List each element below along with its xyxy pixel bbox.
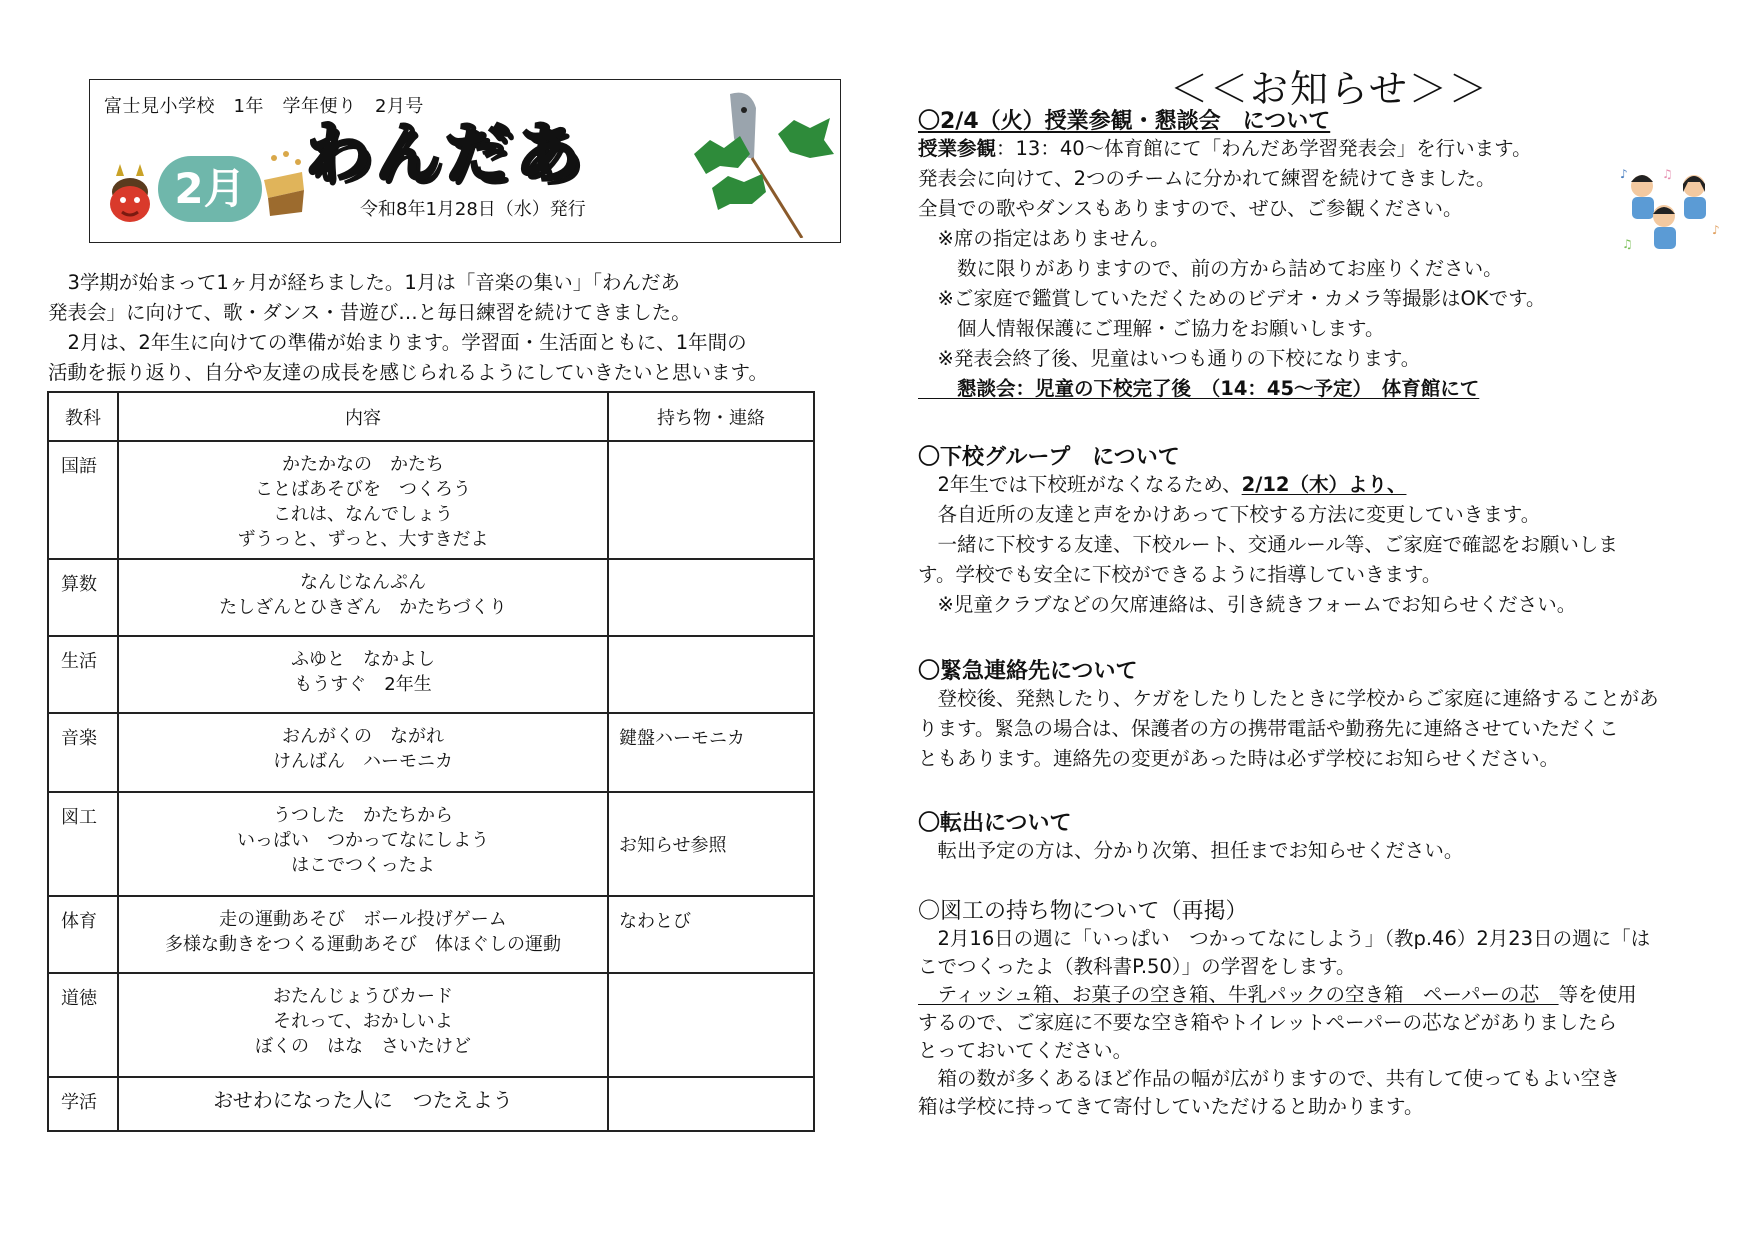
dancing-children-icon	[1612, 164, 1732, 260]
items-cell	[608, 559, 814, 636]
notice-line: とっておいてください。	[918, 1039, 1133, 1062]
date-highlight: 2/12（木）より、	[1241, 473, 1407, 496]
items-cell: なわとび	[608, 896, 814, 973]
items-cell	[608, 973, 814, 1077]
content-line: 多様な動きをつくる運動あそび 体ほぐしの運動	[165, 934, 561, 955]
notice-line: 発表会に向けて、2つのチームに分かれて練習を続けてきました。	[918, 167, 1496, 190]
intro-line: 3学期が始まって1ヶ月が経ちました。1月は「音楽の集い」「わんだあ	[48, 271, 680, 294]
setsubun-beans-icon	[258, 150, 308, 220]
section-heading-open-class: 〇2/4（火）授業参観・懇談会 について	[918, 109, 1331, 134]
content-line: おたんじょうびカード	[273, 986, 453, 1007]
subject-cell: 生活	[48, 636, 118, 713]
section-heading-transfer: 〇転出について	[918, 811, 1072, 836]
content-line: ふゆと なかよし	[291, 649, 435, 670]
items-cell	[608, 441, 814, 559]
table-row	[48, 792, 814, 896]
notice-line: 数に限りがありますので、前の方から詰めてお座りください。	[918, 257, 1503, 280]
newsletter-title: わんだあ	[305, 115, 585, 192]
notice-line: ※児童クラブなどの欠席連絡は、引き続きフォームでお知らせください。	[918, 593, 1577, 616]
table-row	[48, 559, 814, 636]
line-text: 等を使用	[1558, 983, 1637, 1006]
content-line: ぼくの はな さいたけど	[255, 1036, 471, 1057]
notice-line	[918, 134, 1532, 164]
hiiragi-iwashi-icon	[690, 88, 838, 238]
notice-line: す。学校でも安全に下校ができるように指導していきます。	[918, 563, 1442, 586]
school-line: 富士見小学校 1年 学年便り 2月号	[104, 96, 424, 117]
content-line: これは、なんでしょう	[273, 504, 453, 525]
content-cell	[118, 792, 608, 896]
section-heading-dismissal: 〇下校グループ について	[918, 445, 1180, 470]
content-cell	[118, 973, 608, 1077]
table-row	[48, 1077, 814, 1131]
subject-cell: 算数	[48, 559, 118, 636]
intro-line: 発表会」に向けて、歌・ダンス・昔遊び…と毎日練習を続けてきました。	[48, 301, 691, 324]
content-cell	[118, 1077, 608, 1131]
subject-cell: 体育	[48, 896, 118, 973]
items-cell: お知らせ参照	[608, 792, 814, 896]
content-line: おんがくの ながれ	[282, 726, 444, 747]
intro-line: 2月は、2年生に向けての準備が始まります。学習面・生活面ともに、1年間の	[48, 331, 747, 354]
subject-cell: 道徳	[48, 973, 118, 1077]
header-banner	[89, 79, 841, 243]
header-subject: 教科	[48, 392, 118, 441]
table-row	[48, 713, 814, 792]
items-cell	[608, 636, 814, 713]
content-cell	[118, 441, 608, 559]
notices-title: ＜＜お知らせ＞＞	[1170, 67, 1489, 111]
subject-cell: 図工	[48, 792, 118, 896]
content-line: おせわになった人に つたえよう	[213, 1088, 513, 1112]
content-line: ずうっと、ずっと、大すきだよ	[237, 529, 489, 550]
content-line: はこでつくったよ	[291, 855, 435, 876]
table-row	[48, 636, 814, 713]
table-row	[48, 973, 814, 1077]
notice-line: 一緒に下校する友達、下校ルート、交通ルール等、ご家庭で確認をお願いしま	[918, 533, 1618, 556]
content-line: けんばん ハーモニカ	[273, 751, 453, 772]
table-row	[48, 896, 814, 973]
subject-cell: 学活	[48, 1077, 118, 1131]
section-heading-art-supplies: 〇図工の持ち物について（再掲）	[918, 899, 1248, 924]
notice-line: ※席の指定はありません。	[918, 227, 1170, 250]
subject-cell: 国語	[48, 441, 118, 559]
content-line: うつした かたちから	[273, 805, 453, 826]
month-badge: 2月	[158, 156, 262, 222]
header-items: 持ち物・連絡	[608, 392, 814, 441]
oni-icon	[104, 162, 156, 224]
notice-line: 箱の数が多くあるほど作品の幅が広がりますので、共有して使ってもよい空き	[918, 1067, 1620, 1090]
notice-line: 転出予定の方は、分かり次第、担任までお知らせください。	[918, 839, 1464, 862]
supplies-list: ティッシュ箱、お菓子の空き箱、牛乳パックの空き箱 ペーパーの芯	[918, 983, 1559, 1006]
line-text: 2年生では下校班がなくなるため、	[918, 473, 1242, 496]
items-cell: 鍵盤ハーモニカ	[608, 713, 814, 792]
notice-line: 全員での歌やダンスもありますので、ぜひ、ご参観ください。	[918, 197, 1463, 220]
bold-label: 授業参観	[918, 137, 997, 160]
header-content: 内容	[118, 392, 608, 441]
notice-line	[918, 470, 1406, 500]
notice-line: するので、ご家庭に不要な空き箱やトイレットペーパーの芯などがありましたら	[918, 1011, 1618, 1034]
notice-line: ※発表会終了後、児童はいつも通りの下校になります。	[918, 347, 1421, 370]
content-line: もうすぐ 2年生	[294, 674, 432, 695]
svg-text:♫: ♫	[1622, 237, 1633, 251]
content-cell	[118, 636, 608, 713]
content-line: ことばあそびを つくろう	[255, 479, 471, 500]
notice-line-conference: 懇談会：児童の下校完了後 （14：45～予定） 体育館にて	[918, 377, 1480, 400]
svg-text:♪: ♪	[1620, 167, 1628, 181]
content-cell	[118, 713, 608, 792]
content-cell	[118, 896, 608, 973]
notice-line: 各自近所の友達と声をかけあって下校する方法に変更していきます。	[918, 503, 1541, 526]
content-cell	[118, 559, 608, 636]
content-line: なんじなんぷん	[300, 572, 426, 593]
notice-line	[918, 980, 1637, 1010]
section-heading-emergency: 〇緊急連絡先について	[918, 659, 1138, 684]
notice-line: ※ご家庭で鑑賞していただくためのビデオ・カメラ等撮影はOKです。	[918, 287, 1546, 310]
notice-line: 登校後、発熱したり、ケガをしたりしたときに学校からご家庭に連絡することがあ	[918, 687, 1659, 710]
notice-line: ります。緊急の場合は、保護者の方の携帯電話や勤務先に連絡させていただくこ	[918, 717, 1619, 740]
subject-cell: 音楽	[48, 713, 118, 792]
issue-date: 令和8年1月28日（水）発行	[360, 199, 586, 220]
content-line: 走の運動あそび ボール投げゲーム	[219, 909, 507, 930]
table-header-row	[48, 392, 814, 441]
notice-line: 個人情報保護にご理解・ご協力をお願いします。	[918, 317, 1385, 340]
subject-table	[47, 391, 815, 1132]
notice-line: ともあります。連絡先の変更があった時は必ず学校にお知らせください。	[918, 747, 1560, 770]
content-line: それって、おかしいよ	[273, 1011, 453, 1032]
content-line: いっぱい つかってなにしよう	[237, 830, 489, 851]
svg-text:♪: ♪	[1712, 223, 1720, 237]
line-text: ：13：40～体育館にて「わんだあ学習発表会」を行います。	[996, 137, 1532, 160]
svg-text:♫: ♫	[1662, 167, 1673, 181]
notice-line: 2月16日の週に「いっぱい つかってなにしよう」（教p.46）2月23日の週に「は	[918, 927, 1651, 950]
table-row	[48, 441, 814, 559]
content-line: かたかなの かたち	[282, 454, 444, 475]
notice-line: こでつくったよ（教科書P.50）」の学習をします。	[918, 955, 1356, 978]
intro-line: 活動を振り返り、自分や友達の成長を感じられるようにしていきたいと思います。	[48, 361, 768, 384]
content-line: たしざんとひきざん かたちづくり	[219, 597, 507, 618]
items-cell	[608, 1077, 814, 1131]
notice-line: 箱は学校に持ってきて寄付していただけると助かります。	[918, 1095, 1424, 1118]
